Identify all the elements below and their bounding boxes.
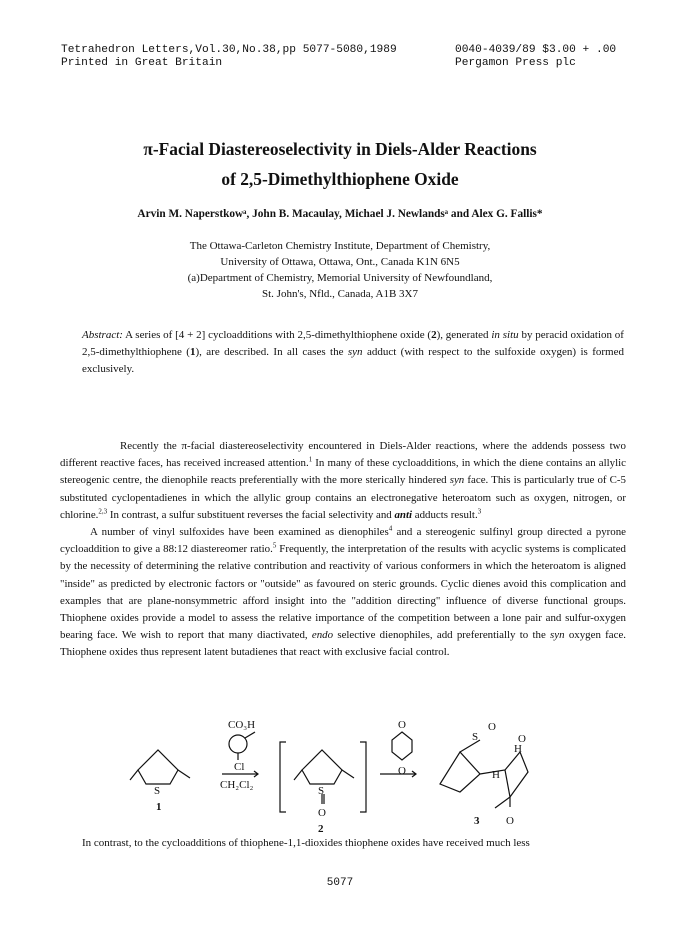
citation-line: Tetrahedron Letters,Vol.30,No.38,pp 5077-5080,1989 (61, 44, 397, 56)
text: Recently the π-facial diastereoselectivity encountered in Diels-Alder reactions, where the addends possess two different reactive faces, has received increased attention. (60, 440, 626, 470)
thiophene-oxide-ring-icon (302, 750, 342, 784)
hydrogen-label: H (514, 743, 522, 755)
abstract-text: by peracid oxidation of 2,5-dimethylthiophene ( (82, 329, 624, 358)
publisher: Pergamon Press plc (455, 57, 576, 69)
paragraph-2 (60, 524, 626, 662)
paragraph-1 (60, 438, 626, 524)
text: In contrast, a sulfur substituent reverses the facial selectivity and (107, 508, 395, 521)
affiliation (0, 238, 680, 302)
text: oxygen face. Thiophene oxides thus represent latent butadienes that react with exclusive facial control. (60, 629, 626, 659)
thiophene-ring-icon (138, 750, 178, 784)
text: selective dienophiles, add preferentially to the (333, 629, 551, 642)
text: syn (449, 474, 465, 487)
last-line: In contrast, to the cycloadditions of thiophene-1,1-dioxides thiophene oxides have received much less (82, 837, 530, 849)
reaction-scheme (110, 712, 570, 832)
compound-label-1: 1 (156, 801, 162, 813)
solvent-label: CH₂Cl₂ (220, 779, 254, 791)
abstract-text: syn (347, 346, 363, 358)
oxygen-label: O (506, 815, 514, 827)
compound-ref: 2 (431, 329, 437, 341)
sulfur-label: S (154, 785, 161, 797)
affiliation-line: University of Ottawa, Ottawa, Ont., Canada K1N 6N5 (220, 256, 460, 268)
printed-line: Printed in Great Britain (61, 57, 223, 69)
text: endo (311, 629, 334, 642)
journal-citation (61, 44, 397, 70)
compound-ref: 1 (189, 346, 196, 358)
text: anti (394, 508, 413, 521)
bicyclic-adduct-icon (440, 752, 480, 792)
title-line-2: of 2,5-Dimethylthiophene Oxide (221, 169, 459, 189)
affiliation-line: (a)Department of Chemistry, Memorial University of Newfoundland, (187, 272, 493, 284)
text: syn (550, 629, 565, 642)
abstract-text: A series of [4 + 2] cycloadditions with 2,5-dimethylthiophene oxide ( (122, 329, 432, 341)
footnote-ref: 4 (388, 524, 393, 533)
abstract-text: ), generated (436, 329, 492, 341)
abstract-text: in situ (491, 329, 519, 341)
body-text (60, 438, 626, 662)
text: adducts result. (412, 508, 478, 521)
oxygen-label: O (398, 765, 406, 777)
quinone-icon (392, 732, 412, 760)
footnote-ref: 2,3 (98, 507, 108, 516)
chloro-label: Cl (234, 761, 245, 773)
sulfur-label: S (318, 785, 325, 797)
compound-label-3: 3 (474, 815, 480, 827)
affiliation-line: St. John's, Nfld., Canada, A1B 3X7 (262, 288, 418, 300)
authors: Arvin M. Naperstkowᵃ, John B. Macaulay, Michael J. Newlandsᵃ and Alex G. Fallis* (137, 208, 543, 220)
price-block (455, 44, 616, 70)
sulfur-label: S (472, 731, 479, 743)
text: In many of these cycloadditions, in which the diene contains an allylic stereogenic centre, the dienophile reacts preferentially with the more sterically hindered (60, 457, 626, 487)
abstract-text: ), are described. In all cases the (195, 346, 348, 358)
abstract-label: Abstract: (82, 329, 123, 341)
page-number: 5077 (326, 877, 354, 889)
affiliation-line: The Ottawa-Carleton Chemistry Institute, Department of Chemistry, (189, 240, 491, 252)
reagent-label: CO₃H (228, 719, 256, 731)
text: face. This is particularly true of C-5 substituted cyclopentadienes in which the allylic group contains an electronegative heteroatom such as oxygen, nitrogen, or chlorine. (60, 474, 626, 521)
abstract-text: adduct (with respect to the sulfoxide oxygen) is formed exclusively. (82, 346, 624, 375)
footnote-ref: 5 (272, 541, 277, 550)
oxygen-label: O (518, 733, 526, 745)
text: and a stereogenic sulfinyl group directed a pyrone cycloaddition to give a 88:12 diastereomer ratio. (60, 526, 626, 556)
text: A number of vinyl sulfoxides have been examined as dienophiles (90, 526, 389, 539)
hydrogen-label: H (492, 769, 500, 781)
text: Frequently, the interpretation of the results with acyclic systems is complicated by the necessity of determining the relative contribution and reactivity of various conformers in which the heteroatom is aligned "inside" as predicted by electronic factors or "outside" as favoured on steric grounds. Cyclic dienes avoid this complication and examples that are plane-nonsymmetric afford insight into the "addition directing" influence of diverse functional groups. Thiophene oxides provide a model to assess the relative importance of the competition between a lone pair and sulfur-oxygen bearing face. We wish to report that many diactivated, (60, 543, 626, 642)
oxygen-label: O (398, 719, 406, 731)
oxygen-label: O (318, 807, 326, 819)
benzene-ring-icon (229, 735, 247, 753)
compound-label-2: 2 (318, 823, 324, 832)
oxygen-label: O (488, 721, 496, 733)
issn-price: 0040-4039/89 $3.00 + .00 (455, 44, 617, 56)
footnote-ref: 1 (308, 455, 313, 464)
abstract (82, 327, 624, 378)
footnote-ref: 3 (477, 507, 482, 516)
title-line-1: π-Facial Diastereoselectivity in Diels-Alder Reactions (143, 139, 537, 159)
